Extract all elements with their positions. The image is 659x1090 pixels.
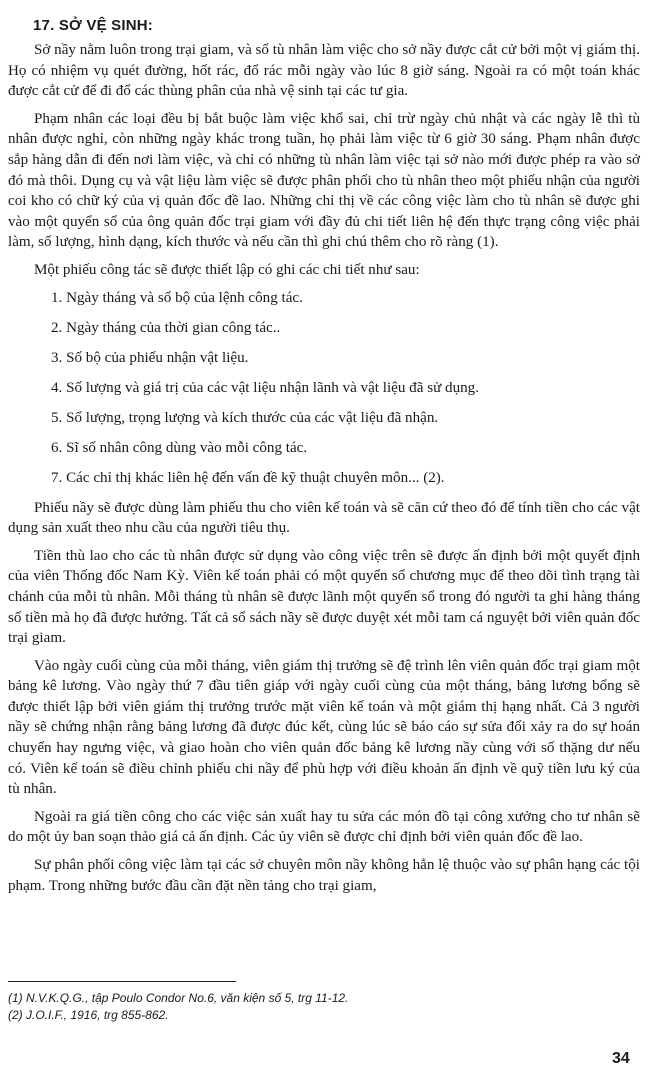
footnotes (8, 990, 628, 1024)
footnote: (2) J.O.I.F., 1916, trg 855-862. (8, 1008, 169, 1022)
list-item: 3. Số bộ của phiếu nhận vật liệu. (51, 349, 249, 366)
list-item: 2. Ngày tháng của thời gian công tác.. (51, 319, 281, 336)
list-item: 1. Ngày tháng và số bộ của lệnh công tác. (51, 289, 303, 306)
paragraph: Ngoài ra giá tiền công cho các việc sản xuất hay tu sửa các món đồ tại công xưởng cho tư nhân sẽ do một ủy ban soạn thảo giá cả ấn định. Các ủy viên sẽ được chỉ định bởi viên quản đốc đề lao. (8, 808, 640, 846)
paragraph: Tiền thù lao cho các tù nhân được sử dụng vào công việc trên sẽ được ấn định bởi một quyết định của viên Thống đốc Nam Kỳ. Viên kế toán phải có một quyển sổ chương mục để theo dõi tình trạng tài chánh của mỗi tù nhân. Mỗi tháng tù nhân sẽ được lãnh một quyển sổ trong đó người ta ghi hàng tháng số tiền mà họ đã được hưởng. Tất cả sổ sách nầy sẽ được duyệt xét mỗi tam cá nguyệt bởi viên quản đốc trại giam. (8, 547, 640, 647)
page-number: 34 (612, 1050, 630, 1067)
list-item: 7. Các chỉ thị khác liên hệ đến vấn đề kỹ thuật chuyên môn... (2). (51, 469, 445, 486)
body-text (8, 40, 640, 903)
work-sheet-list (8, 288, 640, 488)
paragraph: Sở nầy nằm luôn trong trại giam, và số tù nhân làm việc cho sở nầy được cắt cử bởi một vị giám thị. Họ có nhiệm vụ quét đường, hốt rác, đổ rác mỗi ngày vào lúc 8 giờ sáng. Ngoài ra có một toán khác được cắt cử để đi đổ các thùng phân của nhà vệ sinh tại các tư gia. (8, 42, 640, 100)
paragraph: Phạm nhân các loại đều bị bắt buộc làm việc khổ sai, chỉ trừ ngày chủ nhật và các ngày lễ thì tù nhân được nghỉ, còn những ngày khác trong tuần, họ phải làm việc từ 6 giờ 30 sáng. Phạm nhân được sắp hàng dẫn đi đến nơi làm việc, và chỉ có những tù nhân làm việc tại sở nào mới được phép ra vào sở đó mà thôi. Dụng cụ và vật liệu làm việc sẽ được phân phối cho tù nhân theo một phiếu nhận của người coi kho có chữ ký của vị quản đốc đề lao. Những chỉ thị về các công việc làm cho tù nhân sẽ được ghi vào một quyển sổ của ông quản đốc trại giam với đầy đủ chi tiết liên hệ đến thực trạng công việc phải làm, số lượng, hình dạng, kích thước và nếu cần thì ghi chú thêm cho rõ ràng (1). (8, 110, 640, 251)
footnote-separator (8, 981, 236, 982)
list-item: 5. Số lượng, trọng lượng và kích thước của các vật liệu đã nhận. (51, 409, 439, 426)
section-heading: 17. SỞ VỆ SINH: (33, 17, 153, 34)
paragraph: Phiếu nầy sẽ được dùng làm phiếu thu cho viên kế toán và sẽ căn cứ theo đó để tính tiền cho các vật dụng sản xuất theo nhu cầu của người tiêu thụ. (8, 499, 640, 537)
footnote: (1) N.V.K.Q.G., tập Poulo Condor No.6, văn kiện số 5, trg 11-12. (8, 991, 349, 1005)
list-item: 4. Số lượng và giá trị của các vật liệu nhận lãnh và vật liệu đã sử dụng. (51, 379, 479, 396)
paragraph: Sự phân phối công việc làm tại các sở chuyên môn nầy không hẳn lệ thuộc vào sự phân hạng các tội phạm. Trong những bước đầu cần đặt nền tảng cho trại giam, (8, 857, 640, 894)
list-item: 6. Sĩ số nhân công dùng vào mỗi công tác. (51, 439, 308, 456)
paragraph: Một phiếu công tác sẽ được thiết lập có ghi các chi tiết như sau: (34, 261, 420, 278)
paragraph: Vào ngày cuối cùng của mỗi tháng, viên giám thị trưởng sẽ đệ trình lên viên quản đốc trại giam một bảng kê lương. Vào ngày thứ 7 đầu tiên giáp với ngày cuối cùng của một tháng, bảng lương bổng sẽ được thiết lập bởi viên giám thị trưởng trước mặt viên kế toán và một giám thị hạng nhất. Cả 3 người nầy sẽ chứng nhận rằng bảng lương đã được đúc kết, cùng lúc sẽ báo cáo sự sửa đổi xảy ra do sự hoán chuyển hay ngưng việc, và giao hoàn cho viên quản đốc bảng kê lương nầy cùng với số thặng dư nếu có. Viên kế toán sẽ điều chỉnh phiếu chi nầy để phù hợp với điều khoản ấn định về quỹ tiền lưu ký của tù nhân. (8, 657, 640, 798)
